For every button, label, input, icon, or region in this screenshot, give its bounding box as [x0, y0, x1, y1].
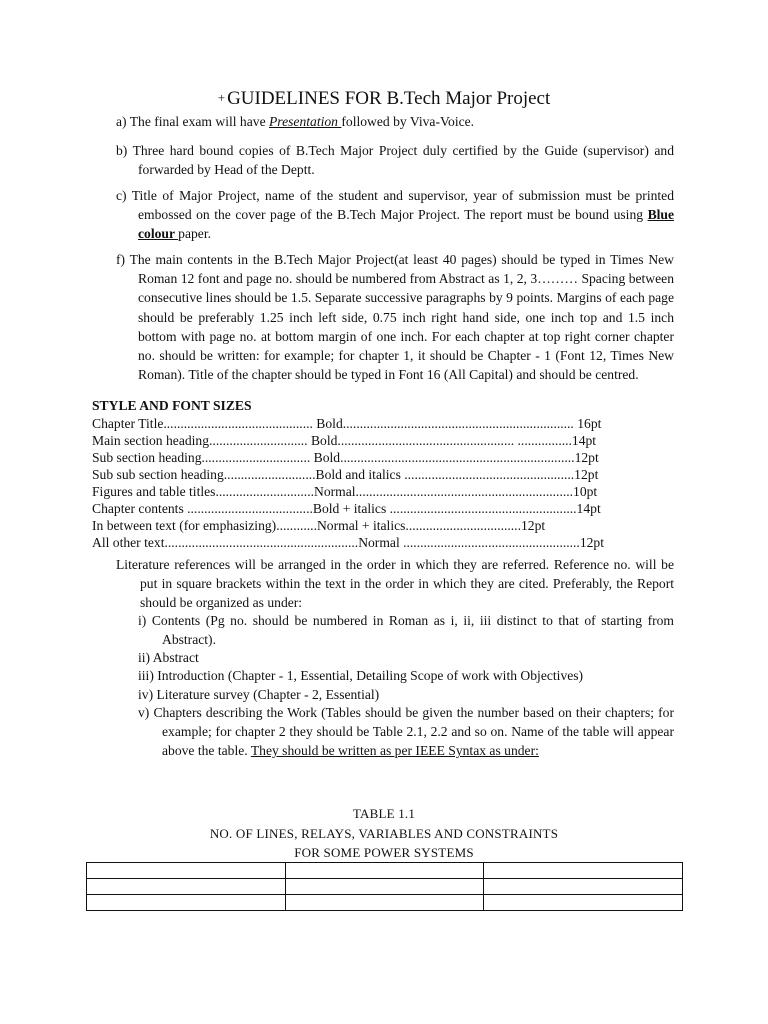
guideline-a-text-end: followed by Viva-Voice.	[341, 114, 475, 129]
report-item-chapters-text: v) Chapters describing the Work (Tables should be given the number based on their chapters; for example; for chapter 2 they should be Table 2.1, 2.2 and so on. Name of the table will appear above the table.	[138, 705, 674, 759]
guideline-c-bold: Blue colour	[138, 207, 674, 242]
style-row: Sub sub section heading...........................Bold and italics ..................................................12pt	[92, 467, 599, 482]
title-mark: +	[217, 90, 226, 105]
guideline-a-emphasis: Presentation	[269, 114, 342, 129]
guideline-b: b) Three hard bound copies of B.Tech Major Project duly certified by the Guide (supervisor) and forwarded by Head of the Deptt.	[116, 143, 674, 178]
table-row	[87, 895, 683, 911]
guideline-a-text: a) The final exam will have	[116, 114, 269, 129]
guideline-f: f) The main contents in the B.Tech Major Project(at least 40 pages) should be typed in Times New Roman 12 font and page no. should be numbered from Abstract as 1, 2, 3……… Spacing between consecutive lines should be 1.5. Separate successive paragraphs by 9 points. Margins of each page should be preferably 1.25 inch left side, 0.75 inch right hand side, one inch top and 1.5 inch bottom with page no. at bottom margin of one inch. For each chapter at top right corner chapter no. should be written: for example; for chapter 1, it should be Chapter - 1 (Font 12, Times New Roman). Title of the chapter should be typed in Font 16 (All Capital) and should be centred.	[116, 252, 674, 383]
table-cell	[87, 879, 286, 895]
table-cell	[285, 895, 484, 911]
guideline-c-text: c) Title of Major Project, name of the student and supervisor, year of submission must be printed embossed on the cover page of the B.Tech Major Project. The report must be bound using	[116, 188, 674, 223]
table-cell	[484, 863, 683, 879]
report-item-chapters	[138, 703, 674, 761]
report-item-chapters-underlined: They should be written as per IEEE Syntax as under:	[250, 743, 539, 759]
style-row: Figures and table titles.............................Normal................................................................10pt	[92, 484, 598, 499]
table-cell	[87, 863, 286, 879]
report-item-literature-survey: iv) Literature survey (Chapter - 2, Essential)	[138, 687, 380, 702]
table-row	[87, 863, 683, 879]
style-row: Chapter Title............................................ Bold.................................................................... 16pt	[92, 416, 602, 431]
style-row: Main section heading............................. Bold.................................................... ................14pt	[92, 433, 597, 448]
style-row: All other text.........................................................Normal ....................................................12pt	[92, 535, 605, 550]
table-cell	[87, 895, 286, 911]
table-title-line1: NO. OF LINES, RELAYS, VARIABLES AND CONSTRAINTS	[209, 826, 559, 841]
table-row	[87, 879, 683, 895]
style-row: Chapter contents .....................................Bold + italics .......................................................14pt	[92, 501, 601, 516]
guideline-c-text-end: paper.	[178, 226, 211, 242]
report-item-introduction: iii) Introduction (Chapter - 1, Essential, Detailing Scope of work with Objectives)	[138, 668, 584, 683]
title-text: GUIDELINES FOR B.Tech Major Project	[227, 88, 551, 109]
report-item-abstract: ii) Abstract	[138, 650, 199, 665]
table-cell	[484, 895, 683, 911]
table-cell	[285, 879, 484, 895]
table-number: TABLE 1.1	[352, 806, 416, 821]
guideline-a	[116, 112, 674, 131]
style-row: Sub section heading................................ Bold.....................................................................12pt	[92, 450, 599, 465]
style-row: In between text (for emphasizing)............Normal + italics..................................12pt	[92, 518, 546, 533]
table-title-line2: FOR SOME POWER SYSTEMS	[294, 845, 474, 860]
report-item-contents: i) Contents (Pg no. should be numbered in Roman as i, ii, iii distinct to that of starting from Abstract).	[138, 613, 674, 648]
table-cell	[285, 863, 484, 879]
table-cell	[484, 879, 683, 895]
style-font-heading: STYLE AND FONT SIZES	[92, 398, 252, 413]
guideline-c	[116, 186, 674, 244]
literature-intro: Literature references will be arranged in the order in which they are referred. Reference no. will be put in square brackets within the text in the order in which they are cited. Preferably, the Report should be organized as under:	[116, 557, 674, 611]
empty-table	[86, 862, 683, 911]
page-title	[0, 88, 768, 110]
